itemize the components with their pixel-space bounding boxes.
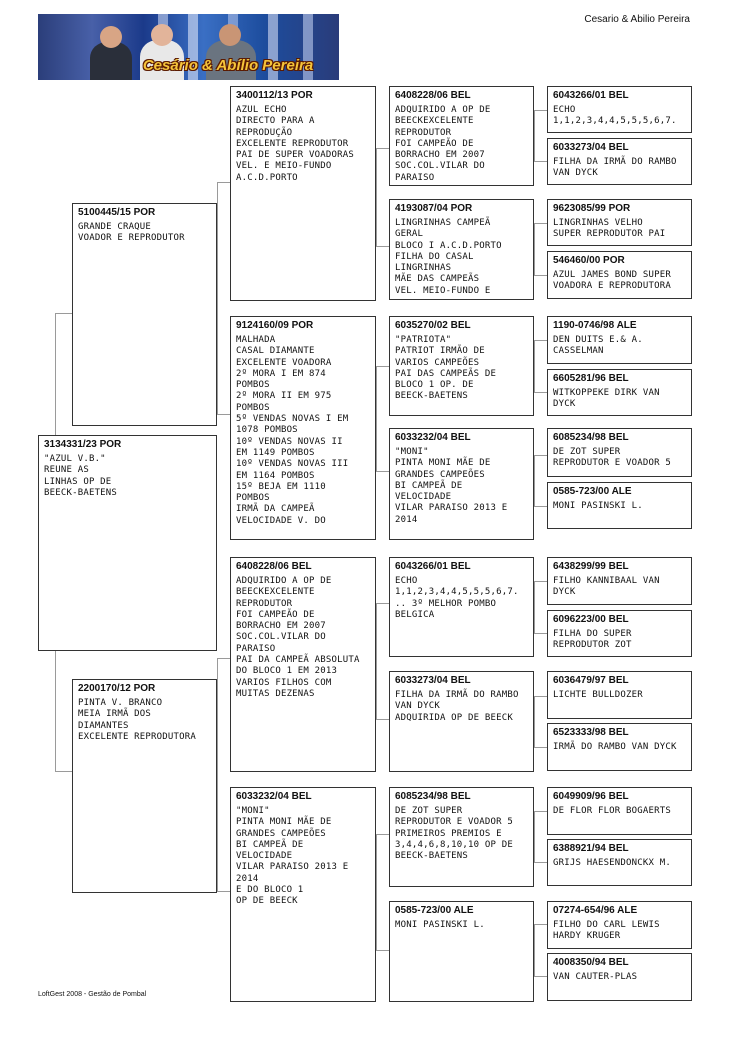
pigeon-card-sds[interactable] xyxy=(389,316,534,416)
connector-line xyxy=(534,161,547,162)
pigeon-card-dddd[interactable] xyxy=(547,953,692,1001)
ring-number: 4008350/94 BEL xyxy=(553,957,629,968)
pigeon-notes: "PATRIOTA" PATRIOT IRMÃO DE VARIOS CAMPEÕES PAI DAS CAMPEÃS DE BLOCO 1 OP. DE BEECK-BAETENS xyxy=(395,335,497,402)
pigeon-card-sdss[interactable] xyxy=(547,316,692,364)
connector-line xyxy=(534,392,547,393)
ring-number: 6408228/06 BEL xyxy=(236,561,312,572)
person-right-head xyxy=(219,24,241,46)
connector-line xyxy=(534,110,547,111)
ring-number: 6035270/02 BEL xyxy=(395,320,471,331)
connector-line xyxy=(534,223,547,224)
ring-number: 6388921/94 BEL xyxy=(553,843,629,854)
connector-line xyxy=(376,148,389,149)
pigeon-card-ssdd[interactable] xyxy=(547,251,692,299)
connector-line xyxy=(217,414,230,415)
pigeon-notes: DE ZOT SUPER REPRODUTOR E VOADOR 5 PRIMEIROS PREMIOS E 3,4,4,6,8,10,10 OP DE BEECK-BAETENS xyxy=(395,806,513,862)
pigeon-notes: MONI PASINSKI L. xyxy=(395,920,485,930)
pigeon-notes: IRMÃ DO RAMBO VAN DYCK xyxy=(553,742,677,752)
pigeon-card-ssd[interactable] xyxy=(389,199,534,300)
pigeon-card-ddsd[interactable] xyxy=(547,839,692,886)
connector-line xyxy=(534,340,547,341)
connector-line xyxy=(217,182,218,414)
pigeon-notes: MONI PASINSKI L. xyxy=(553,501,643,511)
connector-line xyxy=(376,148,377,246)
connector-line xyxy=(376,246,389,247)
pigeon-card-dds[interactable] xyxy=(389,787,534,887)
pigeon-notes: GRIJS HAESENDONCKX M. xyxy=(553,858,671,868)
pigeon-card-subject[interactable] xyxy=(38,435,217,651)
pigeon-notes: DE ZOT SUPER REPRODUTOR E VOADOR 5 xyxy=(553,447,671,469)
pigeon-card-sss[interactable] xyxy=(389,86,534,186)
connector-line xyxy=(376,719,389,720)
pigeon-card-ssss[interactable] xyxy=(547,86,692,133)
connector-line xyxy=(376,603,377,719)
connector-line xyxy=(534,976,547,977)
footer-text: LoftGest 2008 - Gestão de Pombal xyxy=(38,991,147,998)
ring-number: 6408228/06 BEL xyxy=(395,90,471,101)
pigeon-notes: "AZUL V.B." REUNE AS LINHAS OP DE BEECK-BAETENS xyxy=(44,454,118,498)
pigeon-notes: ADQUIRIDO A OP DE BEECKEXCELENTE REPRODUTOR FOI CAMPEÃO DE BORRACHO EM 2007 SOC.COL.VILAR DO PARAISO xyxy=(395,105,491,183)
pigeon-notes: FILHA DA IRMÃ DO RAMBO VAN DYCK xyxy=(553,157,677,179)
connector-line xyxy=(534,110,535,161)
pigeon-notes: GRANDE CRAQUE VOADOR E REPRODUTOR xyxy=(78,222,185,244)
pigeon-notes: "MONI" PINTA MONI MÃE DE GRANDES CAMPEÕES BI CAMPEÃ DE VELOCIDADE VILAR PARAISO 2013 E 2014 E DO BLOCO 1 OP DE BEECK xyxy=(236,806,349,907)
pigeon-notes: LINGRINHAS VELHO SUPER REPRODUTOR PAI xyxy=(553,218,666,240)
pigeon-notes: "MONI" PINTA MONI MÃE DE GRANDES CAMPEÕES BI CAMPEÃ DE VELOCIDADE VILAR PARAISO 2013 E 2014 xyxy=(395,447,508,525)
pigeon-card-dsdd[interactable] xyxy=(547,723,692,771)
connector-line xyxy=(534,581,535,633)
ring-number: 546460/00 POR xyxy=(553,255,625,266)
pigeon-notes: LINGRINHAS CAMPEÃ GERAL BLOCO I A.C.D.PORTO FILHA DO CASAL LINGRINHAS MÃE DAS CAMPEÃS VEL. MEIO-FUNDO E xyxy=(395,218,502,296)
pigeon-notes: DE FLOR FLOR BOGAERTS xyxy=(553,806,671,816)
pigeon-card-sdds[interactable] xyxy=(547,428,692,477)
connector-line xyxy=(376,950,389,951)
pigeon-notes: VAN CAUTER-PLAS xyxy=(553,972,638,982)
connector-line xyxy=(217,182,230,183)
ring-number: 3400112/13 POR xyxy=(236,90,313,101)
connector-line xyxy=(55,313,72,314)
connector-line xyxy=(534,924,547,925)
pigeon-card-dsds[interactable] xyxy=(547,671,692,719)
connector-line xyxy=(376,471,389,472)
pigeon-card-dssd[interactable] xyxy=(547,610,692,657)
pigeon-notes: ECHO 1,1,2,3,4,4,5,5,5,6,7. xyxy=(553,105,677,127)
ring-number: 6033273/04 BEL xyxy=(395,675,471,686)
ring-number: 6096223/00 BEL xyxy=(553,614,629,625)
banner-image xyxy=(38,14,339,80)
ring-number: 9124160/09 POR xyxy=(236,320,314,331)
connector-line xyxy=(534,455,535,506)
connector-line xyxy=(534,811,535,862)
connector-line xyxy=(534,811,547,812)
ring-number: 0585-723/00 ALE xyxy=(395,905,474,916)
ring-number: 5100445/15 POR xyxy=(78,207,156,218)
pigeon-card-dsd[interactable] xyxy=(389,671,534,772)
ring-number: 6085234/98 BEL xyxy=(553,432,629,443)
ring-number: 6033232/04 BEL xyxy=(236,791,312,802)
pigeon-notes: FILHA DO SUPER REPRODUTOR ZOT xyxy=(553,629,632,651)
connector-line xyxy=(376,366,377,471)
pigeon-notes: ECHO 1,1,2,3,4,4,5,5,5,6,7. .. 3º MELHOR POMBO BELGICA xyxy=(395,576,519,620)
connector-line xyxy=(534,633,547,634)
ring-number: 6036479/97 BEL xyxy=(553,675,629,686)
pigeon-card-dsss[interactable] xyxy=(547,557,692,605)
ring-number: 07274-654/96 ALE xyxy=(553,905,638,916)
connector-line xyxy=(534,455,547,456)
connector-line xyxy=(55,771,72,772)
ring-number: 6605281/96 BEL xyxy=(553,373,629,384)
pigeon-card-ddd[interactable] xyxy=(389,901,534,1002)
pigeon-notes: MALHADA CASAL DIAMANTE EXCELENTE VOADORA 2º MORA I EM 874 POMBOS 2º MORA II EM 975 POMBOS 5º VENDAS NOVAS I EM 1078 POMBOS 10º VENDAS NOVAS II EM 1149 POMBOS 10º VENDAS NOVAS III EM 1164 POMBOS 15º BEJA EM 1110 POMBOS IRMÃ DA CAMPEÃ VELOCIDADE V. DO xyxy=(236,335,349,526)
ring-number: 0585-723/00 ALE xyxy=(553,486,632,497)
ring-number: 3134331/23 POR xyxy=(44,439,122,450)
connector-line xyxy=(217,658,218,891)
ring-number: 9623085/99 POR xyxy=(553,203,631,214)
ring-number: 6043266/01 BEL xyxy=(395,561,471,572)
pigeon-card-ddds[interactable] xyxy=(547,901,692,949)
pigeon-card-sssd[interactable] xyxy=(547,138,692,185)
pigeon-card-sd[interactable] xyxy=(230,316,376,540)
pigeon-notes: FILHO KANNIBAAL VAN DYCK xyxy=(553,576,660,598)
pigeon-card-sdd[interactable] xyxy=(389,428,534,540)
pigeon-card-ds[interactable] xyxy=(230,557,376,772)
pigeon-card-dd[interactable] xyxy=(230,787,376,1002)
connector-line xyxy=(376,834,377,950)
pigeon-notes: PINTA V. BRANCO MEIA IRMÃ DOS DIAMANTES EXCELENTE REPRODUTORA xyxy=(78,698,196,742)
ring-number: 6033273/04 BEL xyxy=(553,142,629,153)
connector-line xyxy=(376,603,389,604)
connector-line xyxy=(534,340,535,392)
connector-line xyxy=(534,223,535,275)
ring-number: 6523333/98 BEL xyxy=(553,727,629,738)
ring-number: 2200170/12 POR xyxy=(78,683,156,694)
ring-number: 1190-0746/98 ALE xyxy=(553,320,637,331)
pigeon-notes: FILHA DA IRMÃ DO RAMBO VAN DYCK ADQUIRIDA OP DE BEECK xyxy=(395,690,519,723)
pigeon-card-dss[interactable] xyxy=(389,557,534,657)
pigeon-notes: DEN DUITS E.& A. CASSELMAN xyxy=(553,335,643,357)
pigeon-notes: LICHTE BULLDOZER xyxy=(553,690,643,700)
pigeon-notes: AZUL ECHO DIRECTO PARA A REPRODUÇÃO EXCELENTE REPRODUTOR PAI DE SUPER VOADORAS VEL. E MEIO-FUNDO A.C.D.PORTO xyxy=(236,105,354,183)
connector-line xyxy=(217,891,230,892)
ring-number: 6049909/96 BEL xyxy=(553,791,629,802)
connector-line xyxy=(534,275,547,276)
pigeon-card-sire[interactable] xyxy=(72,203,217,426)
ring-number: 4193087/04 POR xyxy=(395,203,473,214)
pigeon-card-sddd[interactable] xyxy=(547,482,692,529)
pigeon-card-sdsd[interactable] xyxy=(547,369,692,416)
pigeon-notes: FILHO DO CARL LEWIS HARDY KRUGER xyxy=(553,920,660,942)
banner-title: Cesário & Abílio Pereira xyxy=(142,57,314,74)
connector-line xyxy=(534,506,547,507)
connector-line xyxy=(534,696,535,747)
owner-name: Cesario & Abilio Pereira xyxy=(584,14,690,25)
connector-line xyxy=(534,924,535,976)
ring-number: 6043266/01 BEL xyxy=(553,90,629,101)
pigeon-card-ddss[interactable] xyxy=(547,787,692,835)
person-left-head xyxy=(100,26,122,48)
pigeon-notes: ADQUIRIDO A OP DE BEECKEXCELENTE REPRODUTOR FOI CAMPEÃO DE BORRACHO EM 2007 SOC.COL.VILAR DO PARAISO PAI DA CAMPEÃ ABSOLUTA DO BLOCO 1 EM 2013 VARIOS FILHOS COM MUITAS DEZENAS xyxy=(236,576,360,699)
ring-number: 6033232/04 BEL xyxy=(395,432,471,443)
connector-line xyxy=(376,366,389,367)
pigeon-card-dam[interactable] xyxy=(72,679,217,893)
connector-line xyxy=(534,747,547,748)
pigeon-notes: WITKOPPEKE DIRK VAN DYCK xyxy=(553,388,660,410)
pigeon-notes: AZUL JAMES BOND SUPER VOADORA E REPRODUTORA xyxy=(553,270,671,292)
connector-line xyxy=(376,834,389,835)
person-middle-head xyxy=(151,24,173,46)
connector-line xyxy=(534,696,547,697)
ring-number: 6438299/99 BEL xyxy=(553,561,629,572)
pigeon-card-ssds[interactable] xyxy=(547,199,692,246)
connector-line xyxy=(534,862,547,863)
pigeon-card-ss[interactable] xyxy=(230,86,376,301)
ring-number: 6085234/98 BEL xyxy=(395,791,471,802)
connector-line xyxy=(534,581,547,582)
connector-line xyxy=(217,658,230,659)
